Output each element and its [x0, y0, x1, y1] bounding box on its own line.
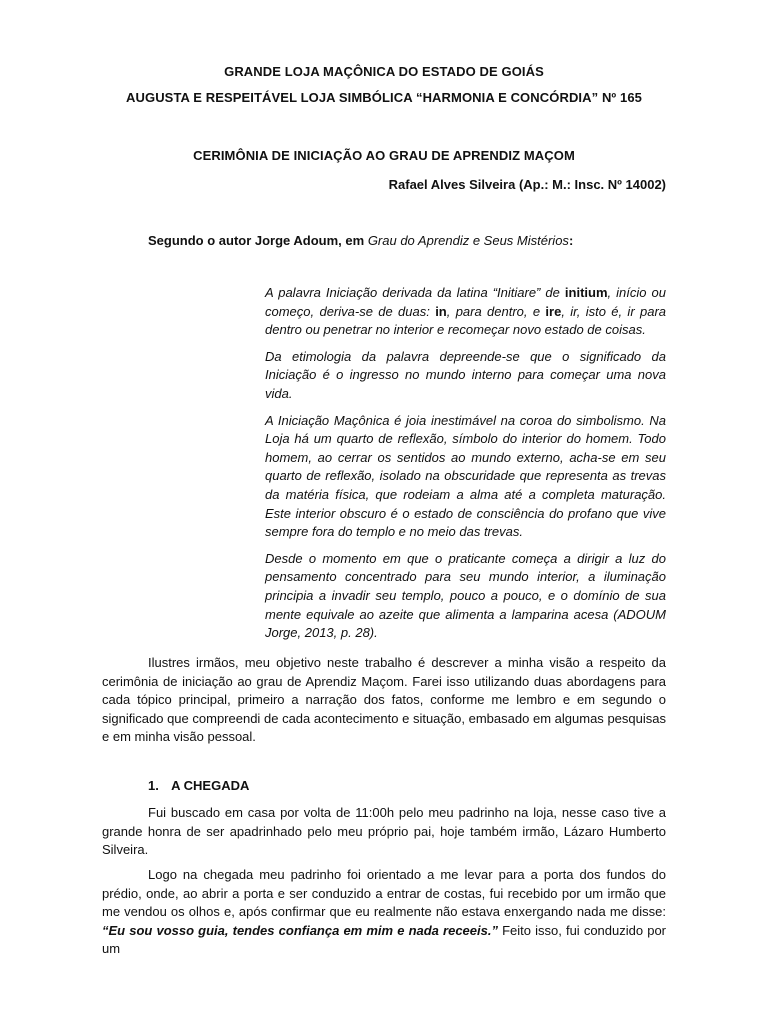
body-paragraph-3: [102, 866, 666, 959]
block-quote: [265, 284, 666, 651]
section-heading-chegada: [148, 778, 249, 793]
intro-prefix: Segundo o autor Jorge Adoum, em: [148, 233, 368, 248]
quote-paragraph-2: Da etimologia da palavra depreende-se que o significado da Iniciação é o ingresso no mundo interno para começar uma nova vida.: [265, 348, 666, 401]
guide-quote: “Eu sou vosso guia, tendes confiança em mim e nada receeis.”: [102, 922, 498, 938]
paragraph-text: [102, 866, 666, 959]
author-line: Rafael Alves Silveira (Ap.: M.: Insc. Nº 14002): [388, 177, 666, 192]
quote-text: , ir, isto é, ir para dentro ou penetrar no interior e recomeçar novo estado de coisas.: [265, 303, 666, 338]
paragraph-text: Ilustres irmãos, meu objetivo neste trabalho é descrever a minha visão a respeito da cerimônia de iniciação ao grau de Aprendiz Maçom. Farei isso utilizando duas abordagens para cada tópico principal, primeiro a narração dos fatos, conforme me lembro e em segundo o significado que compreendi de cada acontecimento e situação, embasado em algumas pesquisas e em minha visão pessoal.: [102, 655, 666, 745]
paragraph-text: Fui buscado em casa por volta de 11:00h pelo meu padrinho na loja, nesse caso tive a grande honra de ser apadrinhado pelo meu próprio pai, hoje também irmão, Lázaro Humberto Silveira.: [102, 805, 666, 858]
lodge-name-heading: GRANDE LOJA MAÇÔNICA DO ESTADO DE GOIÁS: [224, 64, 544, 79]
lodge-subtitle-heading: AUGUSTA E RESPEITÁVEL LOJA SIMBÓLICA “HARMONIA E CONCÓRDIA” Nº 165: [126, 90, 642, 105]
quote-paragraph-4: Desde o momento em que o praticante começa a dirigir a luz do pensamento concentrado para seu mundo interior, a iluminação principia a invadir seu templo, pouco a pouco, e o domínio de sua mente equivale ao azeite que alimenta a lamparina acesa (ADOUM Jorge, 2013, p. 28).: [265, 550, 666, 641]
section-number: 1.: [148, 778, 159, 793]
quote-text: A palavra Iniciação derivada da latina “Initiare” de: [265, 285, 565, 300]
intro-line: [148, 233, 573, 248]
quote-text: , para dentro, e: [446, 303, 546, 319]
paragraph-segment: Logo na chegada meu padrinho foi orientado a me levar para a porta dos fundos do prédio, onde, ao abrir a porta e ser conduzido a entrar de costas, fui recebido por um irmão que me vendou os olhos e, após confirmar que eu realmente não estava enxergando nada me disse:: [102, 867, 666, 920]
quote-term-in: in: [435, 303, 447, 319]
intro-suffix: :: [568, 233, 574, 248]
paragraph-segment: Feito isso, fui conduzido por um: [102, 922, 666, 957]
body-paragraph-intro: [102, 654, 666, 747]
document-title: CERIMÔNIA DE INICIAÇÃO AO GRAU DE APRENDIZ MAÇOM: [193, 148, 575, 163]
quote-paragraph-1: [265, 284, 666, 340]
quote-term-ire: ire: [545, 303, 562, 319]
quote-text: , início ou começo, deriva-se de duas:: [265, 285, 666, 319]
book-title: Grau do Aprendiz e Seus Mistérios: [367, 233, 569, 248]
quote-term-initium: initium: [564, 285, 608, 300]
section-title-text: A CHEGADA: [171, 778, 250, 793]
quote-paragraph-3: A Iniciação Maçônica é joia inestimável na coroa do simbolismo. Na Loja há um quarto de reflexão, símbolo do interior do homem. Todo homem, ao cerrar os sentidos ao mundo externo, acha-se em seu quarto de reflexão, isolado na obscuridade que representa as trevas da matéria física, que rodeiam a alma até a completa maturação. Este interior obscuro é o estado de consciência do profano que vive sempre fora do templo e no meio das trevas.: [265, 412, 666, 540]
body-paragraph-2: [102, 804, 666, 860]
